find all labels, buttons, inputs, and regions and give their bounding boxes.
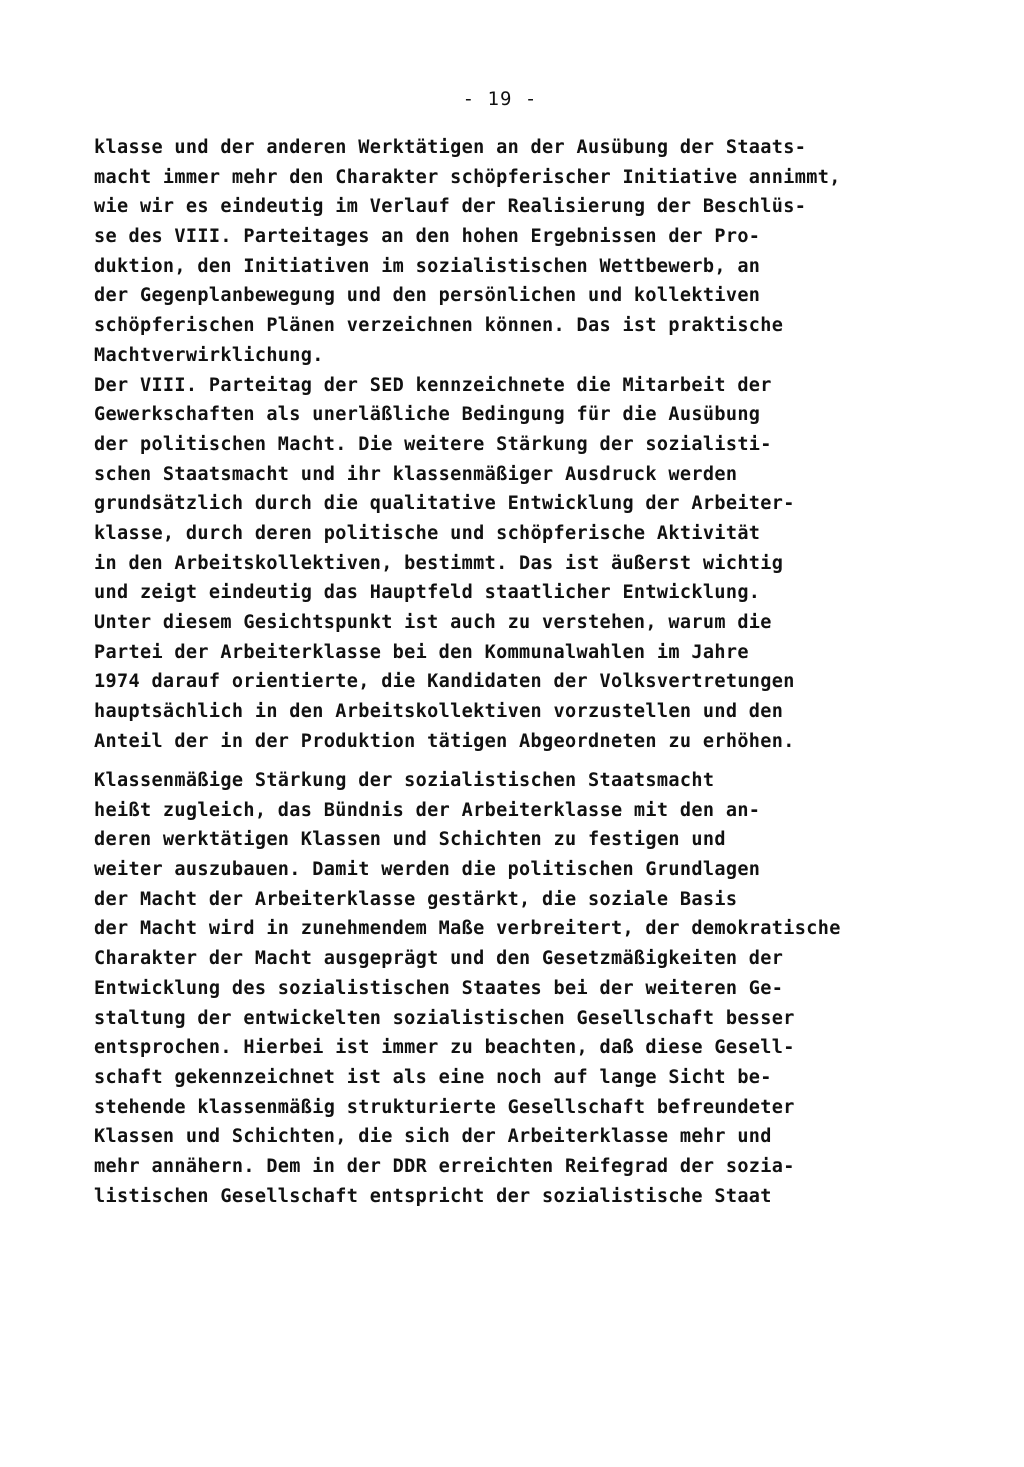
text-line: Partei der Arbeiterklasse bei den Kommunalwahlen im Jahre <box>94 641 749 663</box>
paragraph-1 <box>94 133 894 756</box>
text-line: entsprochen. Hierbei ist immer zu beachten, daß diese Gesell- <box>94 1037 795 1059</box>
text-line: in den Arbeitskollektiven, bestimmt. Das ist äußerst wichtig <box>94 552 784 574</box>
text-line: und zeigt eindeutig das Hauptfeld staatlicher Entwicklung. <box>94 582 761 604</box>
text-line: Gewerkschaften als unerläßliche Bedingung für die Ausübung <box>94 404 761 426</box>
text-line: grundsätzlich durch die qualitative Entwicklung der Arbeiter- <box>94 493 795 515</box>
text-line: der Macht der Arbeiterklasse gestärkt, die soziale Basis <box>94 888 738 910</box>
text-line: stehende klassenmäßig strukturierte Gesellschaft befreundeter <box>94 1096 795 1118</box>
text-line: macht immer mehr den Charakter schöpferischer Initiative annimmt, <box>94 166 841 188</box>
text-line: Der VIII. Parteitag der SED kennzeichnete die Mitarbeit der <box>94 374 772 396</box>
paragraph-2 <box>94 766 894 1211</box>
text-line: schen Staatsmacht und ihr klassenmäßiger Ausdruck werden <box>94 463 738 485</box>
text-line: Unter diesem Gesichtspunkt ist auch zu verstehen, warum die <box>94 612 772 633</box>
text-line: staltung der entwickelten sozialistischen Gesellschaft besser <box>94 1007 795 1029</box>
text-line: se des VIII. Parteitages an den hohen Ergebnissen der Pro- <box>94 226 761 248</box>
text-line: klasse, durch deren politische und schöpferische Aktivität <box>94 522 761 544</box>
text-line: 1974 darauf orientierte, die Kandidaten der Volksvertretungen <box>94 671 795 693</box>
text-line: listischen Gesellschaft entspricht der sozialistische Staat <box>94 1185 772 1207</box>
text-line: Klassen und Schichten, die sich der Arbeiterklasse mehr und <box>94 1126 772 1148</box>
text-line: klasse und der anderen Werktätigen an der Ausübung der Staats- <box>94 137 807 158</box>
page-number: - 19 - <box>462 88 538 110</box>
text-line: duktion, den Initiativen im sozialistischen Wettbewerb, an <box>94 255 761 277</box>
text-line: mehr annähern. Dem in der DDR erreichten Reifegrad der sozia- <box>94 1155 795 1177</box>
text-line: hauptsächlich in den Arbeitskollektiven vorzustellen und den <box>94 701 784 723</box>
text-line: Entwicklung des sozialistischen Staates bei der weiteren Ge- <box>94 977 784 999</box>
text-line: der politischen Macht. Die weitere Stärkung der sozialisti- <box>94 433 772 455</box>
text-line: Klassenmäßige Stärkung der sozialistischen Staatsmacht <box>94 770 715 791</box>
text-line: schaft gekennzeichnet ist als eine noch auf lange Sicht be- <box>94 1066 772 1088</box>
text-line: schöpferischen Plänen verzeichnen können. Das ist praktische <box>94 315 784 337</box>
text-line: Machtverwirklichung. <box>94 344 324 366</box>
text-line: der Gegenplanbewegung und den persönlichen und kollektiven <box>94 285 761 307</box>
text-line: der Macht wird in zunehmendem Maße verbreitert, der demokratische <box>94 918 841 940</box>
text-line: weiter auszubauen. Damit werden die politischen Grundlagen <box>94 859 761 881</box>
text-line: Charakter der Macht ausgeprägt und den Gesetzmäßigkeiten der <box>94 948 784 970</box>
text-line: Anteil der in der Produktion tätigen Abgeordneten zu erhöhen. <box>94 730 795 752</box>
text-line: deren werktätigen Klassen und Schichten zu festigen und <box>94 829 726 851</box>
text-line: wie wir es eindeutig im Verlauf der Realisierung der Beschlüs- <box>94 196 807 218</box>
text-line: heißt zugleich, das Bündnis der Arbeiterklasse mit den an- <box>94 799 761 821</box>
